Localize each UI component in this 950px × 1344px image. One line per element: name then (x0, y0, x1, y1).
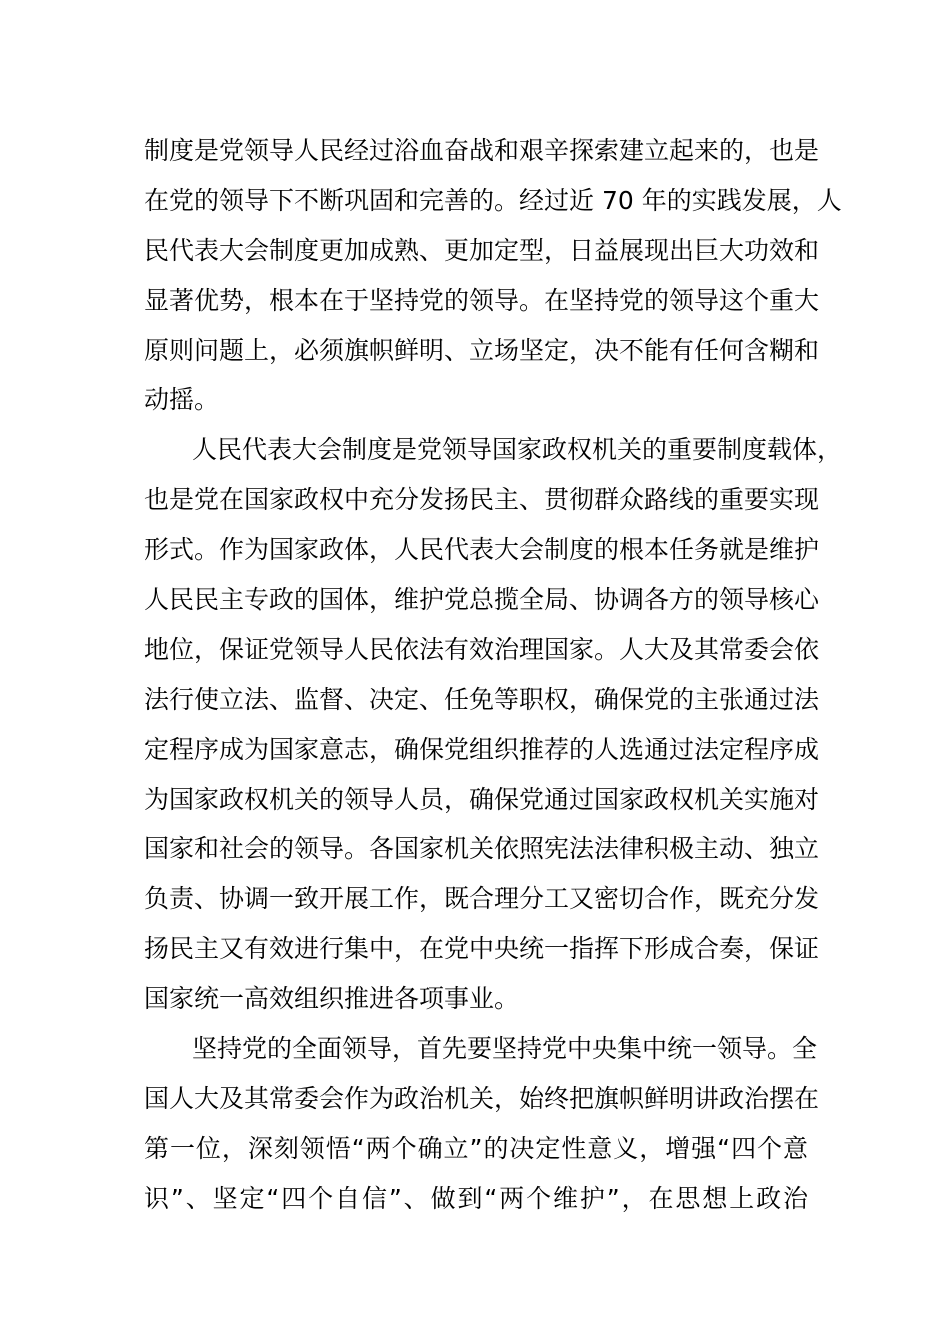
text-line: 第一位，深刻领悟“两个确立”的决定性意义，增强“四个意 (144, 1133, 808, 1163)
text-line: 国人大及其常委会作为政治机关，始终把旗帜鲜明讲政治摆在 (144, 1083, 820, 1113)
text-line: 形式。作为国家政体，人民代表大会制度的根本任务就是维护 (144, 535, 820, 565)
text-line: 国家统一高效组织推进各项事业。 (144, 984, 520, 1014)
text-line: 动摇。 (144, 385, 220, 415)
text-line: 识”、坚定“四个自信”、做到“两个维护”，在思想上政治 (144, 1183, 808, 1213)
text-line: 坚持党的全面领导，首先要坚持党中央集中统一领导。全 (192, 1034, 818, 1064)
text-line: 显著优势，根本在于坚持党的领导。在坚持党的领导这个重大 (144, 285, 820, 315)
text-line: 地位，保证党领导人民依法有效治理国家。人大及其常委会依 (144, 634, 820, 664)
text-line: 扬民主又有效进行集中，在党中央统一指挥下形成合奏，保证 (144, 934, 820, 964)
text-line: 国家和社会的领导。各国家机关依照宪法法律积极主动、独立 (144, 834, 820, 864)
text-line: 民代表大会制度更加成熟、更加定型，日益展现出巨大功效和 (144, 235, 820, 265)
text-line: 负责、协调一致开展工作，既合理分工又密切合作，既充分发 (144, 884, 820, 914)
text-line: 人民代表大会制度是党领导国家政权机关的重要制度载体， (192, 435, 843, 465)
text-line: 定程序成为国家意志，确保党组织推荐的人选通过法定程序成 (144, 734, 820, 764)
text-line: 人民民主专政的国体，维护党总揽全局、协调各方的领导核心 (144, 585, 820, 615)
text-line: 法行使立法、监督、决定、任免等职权，确保党的主张通过法 (144, 684, 820, 714)
text-line: 也是党在国家政权中充分发扬民主、贯彻群众路线的重要实现 (144, 485, 820, 515)
text-line: 为国家政权机关的领导人员，确保党通过国家政权机关实施对 (144, 784, 820, 814)
text-line: 原则问题上，必须旗帜鲜明、立场坚定，决不能有任何含糊和 (144, 335, 820, 365)
body-text (144, 126, 843, 1224)
text-line: 在党的领导下不断巩固和完善的。经过近 70 年的实践发展，人 (144, 185, 842, 215)
text-line: 制度是党领导人民经过浴血奋战和艰辛探索建立起来的，也是 (144, 136, 820, 165)
